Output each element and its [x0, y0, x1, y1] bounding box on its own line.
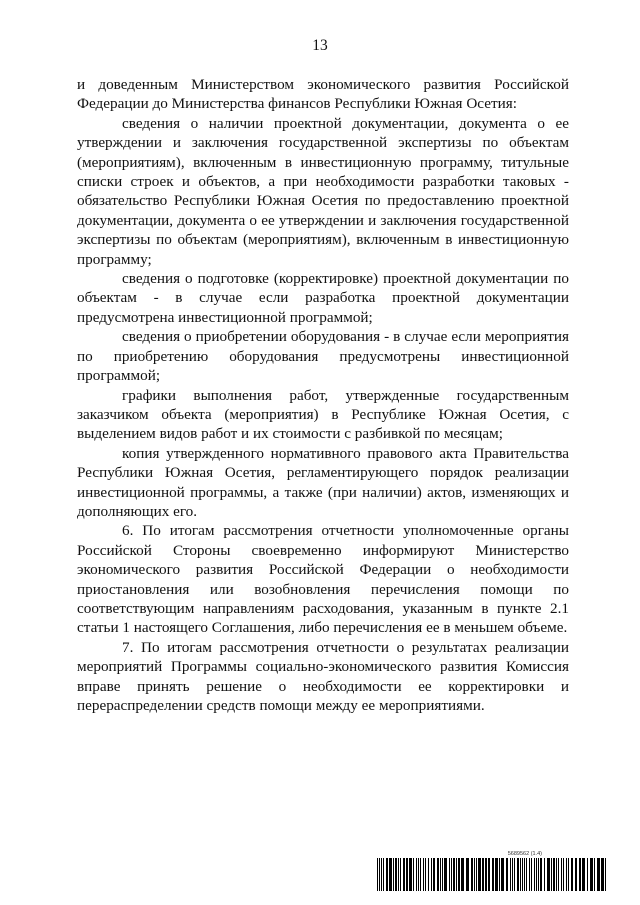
document-barcode [377, 851, 608, 891]
paragraph-clause-6: 6. По итогам рассмотрения отчетности уполномоченные органы Российской Стороны своевременно информируют Министерство экономического развития Российской Федерации о необходимости приостановления или возобновления перечисления помощи по соответствующим направлениям расходования, указанным в пункте 2.1 статьи 1 настоящего Соглашения, либо перечисления ее в меньшем объеме. [77, 522, 569, 637]
paragraph-work-schedules: графики выполнения работ, утвержденные государственным заказчиком объекта (мероприятия) в Республике Южная Осетия, с выделением видов работ и их стоимости с разбивкой по месяцам; [77, 386, 569, 443]
paragraph-clause-7: 7. По итогам рассмотрения отчетности о результатах реализации мероприятий Программы социально-экономического развития Комиссия вправе принять решение о необходимости ее корректировки и перераспределении средств помощи между ее мероприятиями. [77, 638, 569, 714]
paragraph-project-docs: сведения о наличии проектной документации, документа о ее утверждении и заключения государственной экспертизы по объектам (мероприятиям), включенным в инвестиционную программу, титульные списки строек и объектов, а при необходимости разработки таковых - обязательство Республики Южная Осетия по предоставлению проектной документации, документа о ее утверждении и заключения государственной экспертизы по объектам (мероприятиям), включенным в инвестиционную программу; [77, 114, 569, 268]
barcode-icon [377, 858, 608, 891]
barcode-caption: 5689562 (1.4) [507, 851, 542, 857]
document-body [77, 75, 569, 715]
paragraph-legal-act: копия утвержденного нормативного правового акта Правительства Республики Южная Осетия, регламентирующего порядок реализации инвестиционной программы, а также (при наличии) актов, изменяющих и дополняющих его. [77, 444, 569, 520]
paragraph-intro: и доведенным Министерством экономического развития Российской Федерации до Министерства финансов Республики Южная Осетия: [77, 76, 569, 113]
paragraph-equipment: сведения о приобретении оборудования - в случае если мероприятия по приобретению оборудования предусмотрены инвестиционной программой; [77, 328, 569, 385]
page-number: 13 [312, 37, 328, 54]
paragraph-project-correction: сведения о подготовке (корректировке) проектной документации по объектам - в случае если разработка проектной документации предусмотрена инвестиционной программой; [77, 270, 569, 326]
